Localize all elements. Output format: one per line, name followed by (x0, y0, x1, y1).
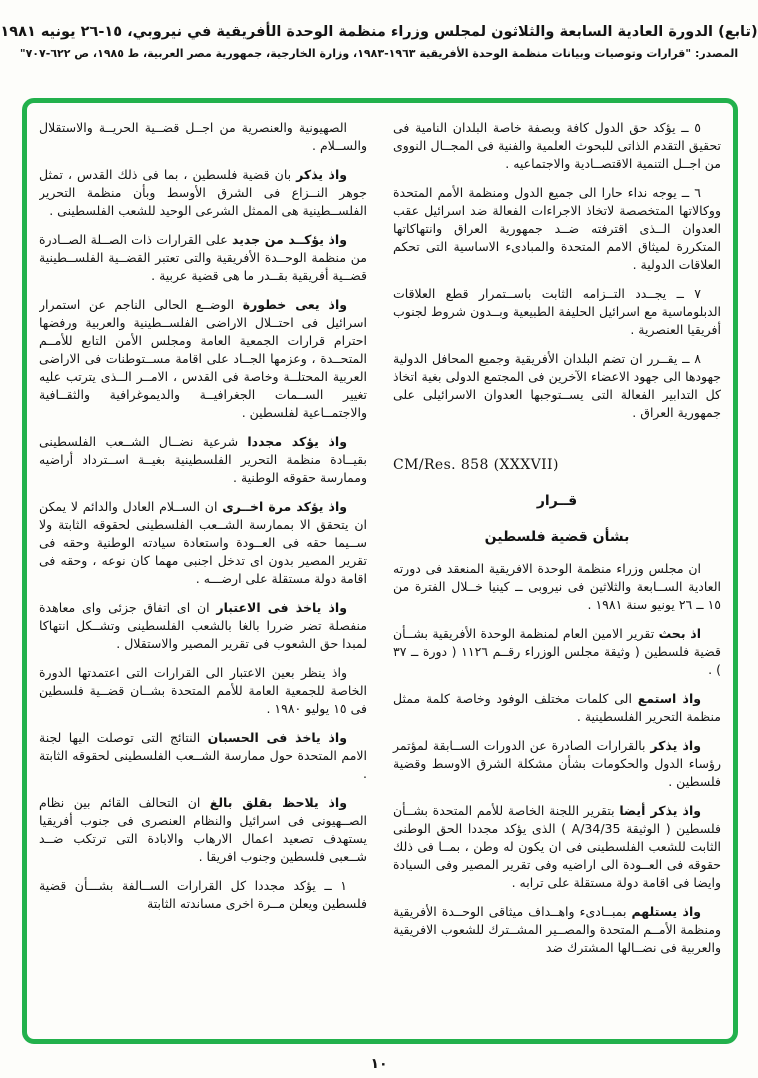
paragraph-lead: واذ يذكر (296, 167, 347, 182)
paragraph: واذ يذكر أيضا بتقرير اللجنة الخاصة للأمم المتحدة بشــأن فلسطين ( الوثيقة A/34/35 ) الذى يؤكد مجددا الحق الوطنى الثابت للشعب الفلسطينى فى ان يكون له وطن ، بمــا فى ذلك حقوقه فى العــودة الى اراضيه وفى تقرير المصير وفى السيادة وايضا فى اقامة دولة مستقلة على ترابه . (393, 803, 721, 890)
paragraph-lead: واذ يؤكد مجددا (247, 434, 347, 449)
paragraph-lead: واذ ياخذ فى الحسبان (207, 730, 347, 745)
paragraph-lead: واذ يعى خطورة (242, 297, 347, 312)
paragraph: ٧ ــ يجــدد التــزامه الثابت باســتمرار قطع العلاقات الدبلوماسية مع اسرائيل الحليفة الطبيعية وبــدون شروط لجنوب أفريقيا العنصرية . (393, 286, 721, 337)
paragraph: واذ يؤكد مجددا شرعية نضــال الشــعب الفلسطينى بقيــادة منظمة التحرير الفلسطينية بغيــة اســترداد أراضيه وممارسة حقوقه الوطنية . (39, 434, 367, 485)
header-session-title: (تابع) الدورة العادية السابعة والثلاثون لمجلس وزراء منظمة الوحدة الأفريقية في نيروبي، ١٥-٢٦ يونيه ١٩٨١ (0, 24, 758, 40)
header-source-line: المصدر: "قرارات وتوصيات وبيانات منظمة الوحدة الأفريقية ١٩٦٣-١٩٨٣، وزارة الخارجية، جمهورية مصر العربية، ط ١٩٨٥، ص ٦٢٢-٧٠٧" (19, 47, 739, 60)
paragraph: واذ يذكر بالقرارات الصادرة عن الدورات الســابقة لمؤتمر رؤساء الدول والحكومات بشأن مشكلة الشرق الاوسط وقضية فلسطين . (393, 738, 721, 789)
paragraph-lead: واذ يلاحظ بقلق بالغ (209, 795, 347, 810)
paragraph-lead: واذ يستلهم (631, 904, 701, 919)
paragraph: واذ يلاحظ بقلق بالغ ان التحالف القائم بين نظام الصــهيونى فى اسرائيل والنظام العنصرى فى جنوب أفريقيا يستهدف تصعيد اعمال الارهاب والابادة التى ترتكب ضــد شــعبى فلسطين وجنوب افريقا . (39, 795, 367, 864)
resolution-heading: قــرار (536, 493, 578, 509)
paragraph: ان مجلس وزراء منظمة الوحدة الافريقية المنعقد فى دورته العادية الســابعة والثلاثين فى نيروبى ــ كينيا خــلال الفترة من ١٥ ــ ٢٦ يونيو سنة ١٩٨١ . (393, 561, 721, 612)
paragraph-lead: واذ يؤكــد من جديد (231, 232, 347, 247)
resolution-box (22, 98, 738, 1044)
paragraph: واذ يؤكد مرة اخــرى ان الســلام العادل والدائم لا يمكن ان يتحقق الا بممارسة الشــعب الفلسطينى لحقوقه الثابتة ولا ســيما حقه فى العــودة واستعادة سيادته الوطنية وحقه فى تقرير المصير بدون اى تدخل اجنبى مهما كان نوعه ، وحقه فى اقامة دولة مستقلة على ارضـــه . (39, 499, 367, 586)
paragraph-lead: واذ ياخذ فى الاعتبار (216, 600, 347, 615)
paragraph-lead: اذ بحث (658, 626, 701, 641)
column-right (393, 119, 721, 1029)
paragraph: واذ يؤكــد من جديد على القرارات ذات الصــلة الصــادرة من منظمة الوحــدة الأفريقية والتى تعتبر القضــية الفلســطينية قضــية أفريقية بقــدر ما هى قضية عربية . (39, 232, 367, 283)
paragraph: واذ يستلهم بمبــادىء واهــداف ميثاقى الوحــدة الأفريقية ومنظمة الأمــم المتحدة والمصــير المشــترك للشعوب الافريقية والعربية فى نضــالها المشترك ضد (393, 904, 721, 955)
resolution-reference: CM/Res. 858 (XXXVII) (393, 457, 559, 473)
paragraph-lead: واذ استمع (637, 691, 701, 706)
text-columns (39, 119, 721, 1029)
column-left (39, 119, 367, 1029)
paragraph: واذ يذكر بان قضية فلسطين ، بما فى ذلك القدس ، تمثل جوهر النــزاع فى الشرق الأوسط وبأن منظمة التحرير الفلســطينية هى الممثل الشرعى الوحيد للشعب الفلسطينى . (39, 167, 367, 218)
paragraph: ٦ ــ يوجه نداء حارا الى جميع الدول ومنظمة الأمم المتحدة ووكالاتها المتخصصة لاتخاذ الاجراءات الفعالة ضد اسرائيل عقب العدوان الــذى اقترفته ضــد جمهورية العراق وانتهاكاتها المتكررة لميثاق الامم المتحدة والمبادىء الاساسية التى تحكم العلاقات الدولية . (393, 185, 721, 272)
resolution-heading: بشأن قضية فلسطين (484, 529, 630, 545)
paragraph: ١ ــ يؤكد مجددا كل القرارات الســالفة بشـــأن قضية فلسطين ويعلن مــرة اخرى مساندته الثابتة (39, 878, 367, 911)
paragraph: ٨ ــ يقــرر ان تضم البلدان الأفريقية وجميع المحافل الدولية جهودها الى جهود الاعضاء الآخرين فى المجتمع الدولى بغية اتخاذ كل التدابير الفعالة التى يســتوجبها العدوان الاسرائيلى على جمهورية العراق . (393, 351, 721, 420)
page-number: ١٠ (370, 1056, 388, 1072)
page-header (0, 0, 758, 60)
paragraph: واذ ينظر بعين الاعتبار الى القرارات التى اعتمدتها الدورة الخاصة للجمعية العامة للأمم المتحدة بشــان قضــية فلسطين فى ١٥ يوليو ١٩٨٠ . (39, 665, 367, 716)
paragraph-lead: واذ يذكر (650, 738, 701, 753)
paragraph: ٥ ــ يؤكد حق الدول كافة وبصفة خاصة البلدان النامية فى تحقيق التقدم الذاتى للبحوث العلمية والفنية فى المجــال النووى من اجــل التنمية الاقتصــادية والاجتماعيه . (393, 120, 721, 171)
paragraph: واذ يعى خطورة الوضــع الحالى الناجم عن استمرار اسرائيل فى احتــلال الاراضى الفلســطينية والعربية ورفضها احترام قرارات الجمعية العامة ومجلس الأمن التابع للأمــم المتحــدة ، وعزمها الجــاد على اقامة مســتوطنات فى الاراضى العربية المحتلــة وخاصة فى القدس ، الامــر الــذى يترتب عليه تغيير الســمات الجغرافيــة والديموغرافية والثقــافية والاجتمــاعية لفلسطين . (39, 297, 367, 420)
paragraph: واذ ياخذ فى الحسبان النتائج التى توصلت اليها لجنة الامم المتحدة حول ممارسة الشــعب الفلسطينى لحقوقه الثابتة . (39, 730, 367, 781)
paragraph: واذ ياخذ فى الاعتبار ان اى اتفاق جزئى واى معاهدة منفصلة تضر ضررا بالغا بالشعب الفلسطينى وتشــكل انتهاكا لمبدا حق الشعوب فى تقرير المصير والاستقلال . (39, 600, 367, 651)
paragraph: اذ بحث تقرير الامين العام لمنظمة الوحدة الأفريقية بشــأن قضية فلسطين ( وثيقة مجلس الوزراء رقــم ١١٢٦ ( دورة ــ ٣٧ ) . (393, 626, 721, 677)
paragraph: الصهيونية والعنصرية من اجــل قضــية الحريــة والاستقلال والســلام . (39, 120, 367, 153)
paragraph: واذ استمع الى كلمات مختلف الوفود وخاصة كلمة ممثل منظمة التحرير الفلسطينية . (393, 691, 721, 724)
paragraph-lead: واذ يؤكد مرة اخــرى (222, 499, 347, 514)
paragraph-lead: واذ يذكر أيضا (619, 803, 701, 818)
